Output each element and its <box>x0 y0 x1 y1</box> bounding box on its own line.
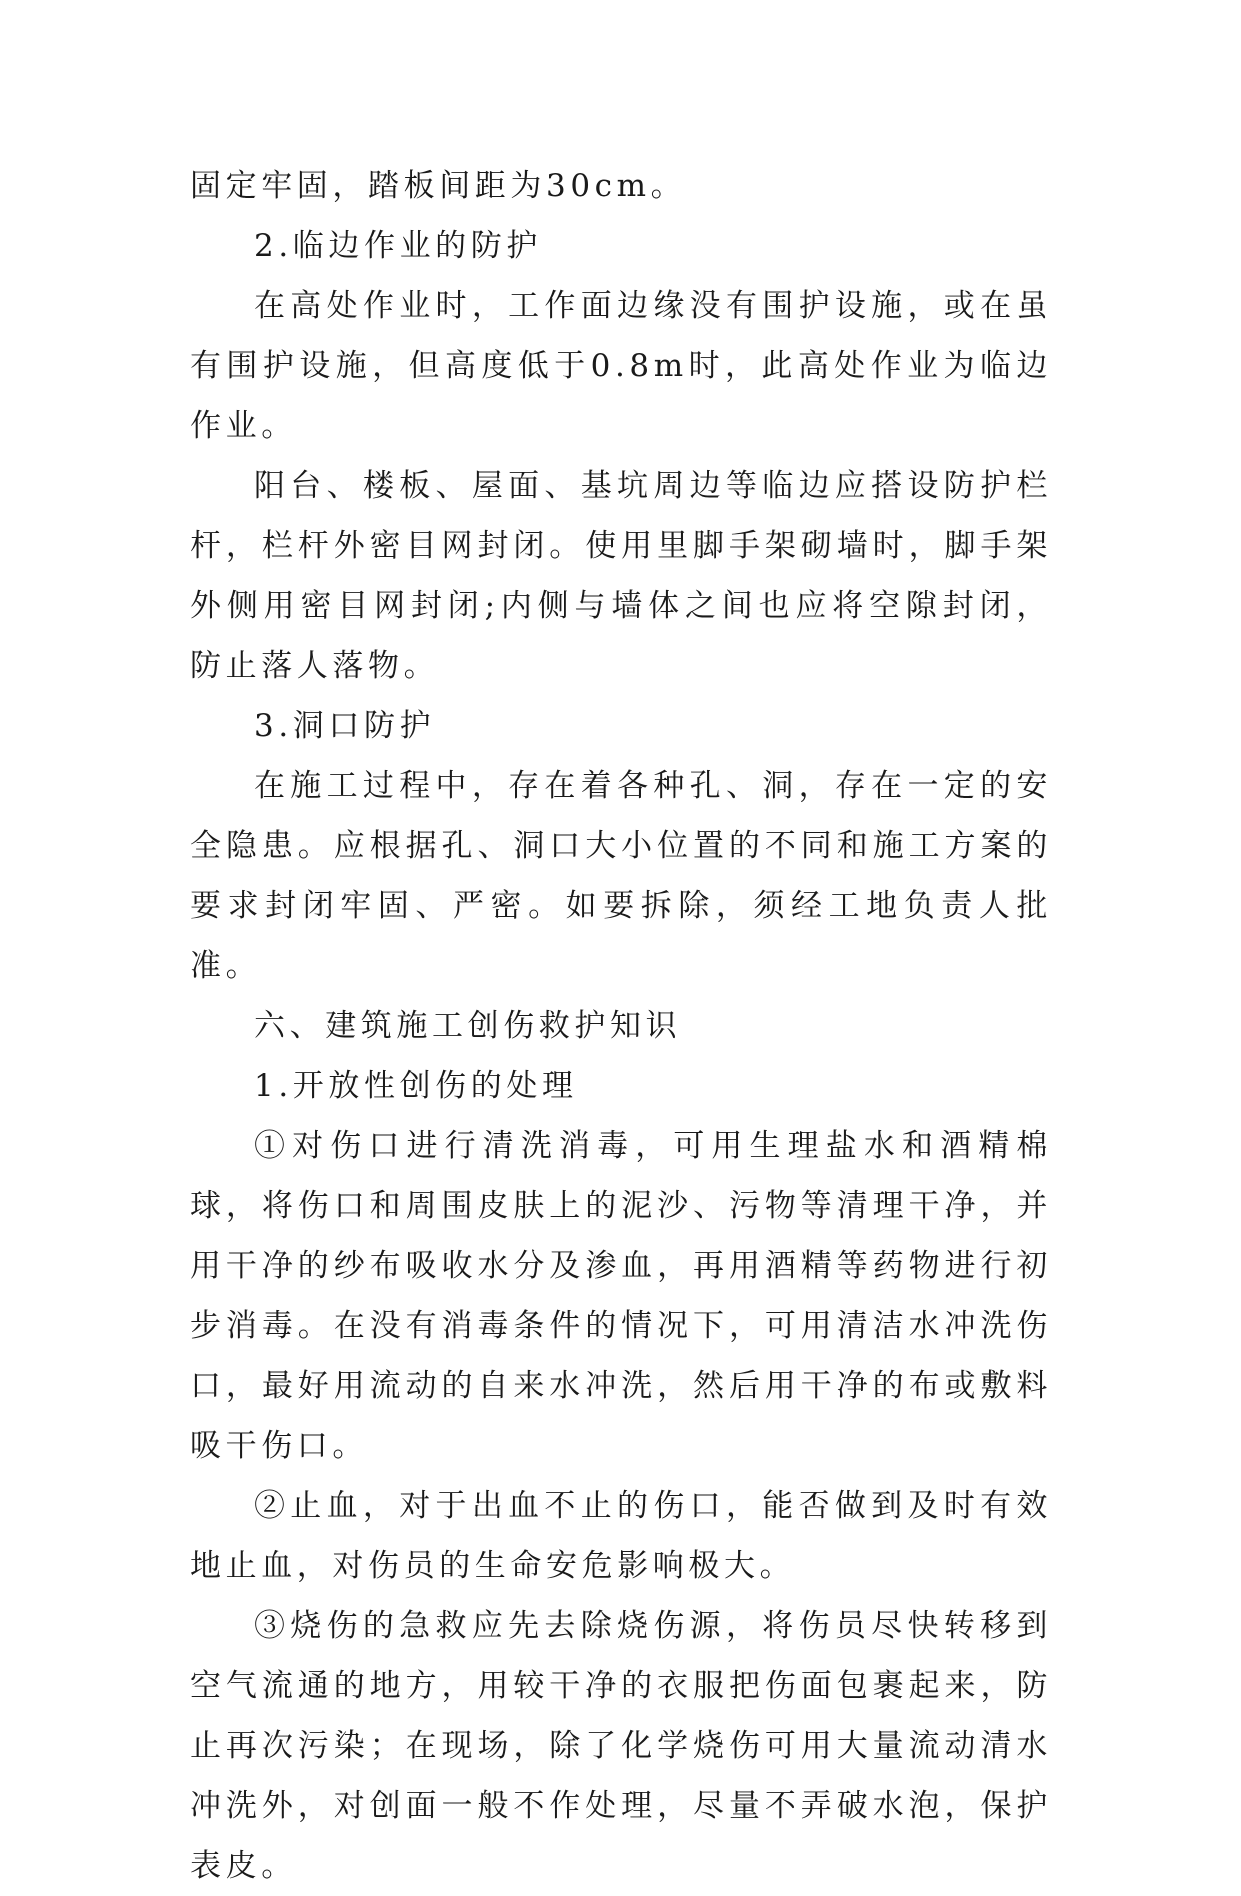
paragraph-wound-cleaning: ①对伤口进行清洗消毒，可用生理盐水和酒精棉球，将伤口和周围皮肤上的泥沙、污物等清理干净，并用干净的纱布吸收水分及渗血，再用酒精等药物进行初步消毒。在没有消毒条件的情况下，可用清洁水冲洗伤口，最好用流动的自来水冲洗，然后用干净的布或敷料吸干伤口。 <box>190 1128 1052 1464</box>
heading-edge-protection: 2.临边作业的防护 <box>254 228 542 264</box>
paragraph-continuation: 固定牢固，踏板间距为30cm。 <box>190 168 687 204</box>
paragraph-opening-protection: 在施工过程中，存在着各种孔、洞，存在一定的安全隐患。应根据孔、洞口大小位置的不同和施工方案的要求封闭牢固、严密。如要拆除，须经工地负责人批准。 <box>190 768 1052 984</box>
heading-open-wound: 1.开放性创伤的处理 <box>254 1068 578 1104</box>
section-heading-first-aid: 六、建筑施工创伤救护知识 <box>254 1008 682 1044</box>
paragraph-edge-railing: 阳台、楼板、屋面、基坑周边等临边应搭设防护栏杆，栏杆外密目网封闭。使用里脚手架砌墙时，脚手架外侧用密目网封闭;内侧与墙体之间也应将空隙封闭，防止落人落物。 <box>190 468 1052 684</box>
heading-opening-protection: 3.洞口防护 <box>254 708 436 744</box>
document-body <box>190 156 1052 1896</box>
paragraph-edge-definition: 在高处作业时，工作面边缘没有围护设施，或在虽有围护设施，但高度低于0.8m时，此高处作业为临边作业。 <box>190 288 1052 444</box>
paragraph-burns: ③烧伤的急救应先去除烧伤源，将伤员尽快转移到空气流通的地方，用较干净的衣服把伤面包裹起来，防止再次污染；在现场，除了化学烧伤可用大量流动清水冲洗外，对创面一般不作处理，尽量不弄破水泡，保护表皮。 <box>190 1608 1052 1884</box>
paragraph-bleeding: ②止血，对于出血不止的伤口，能否做到及时有效地止血，对伤员的生命安危影响极大。 <box>190 1488 1052 1584</box>
